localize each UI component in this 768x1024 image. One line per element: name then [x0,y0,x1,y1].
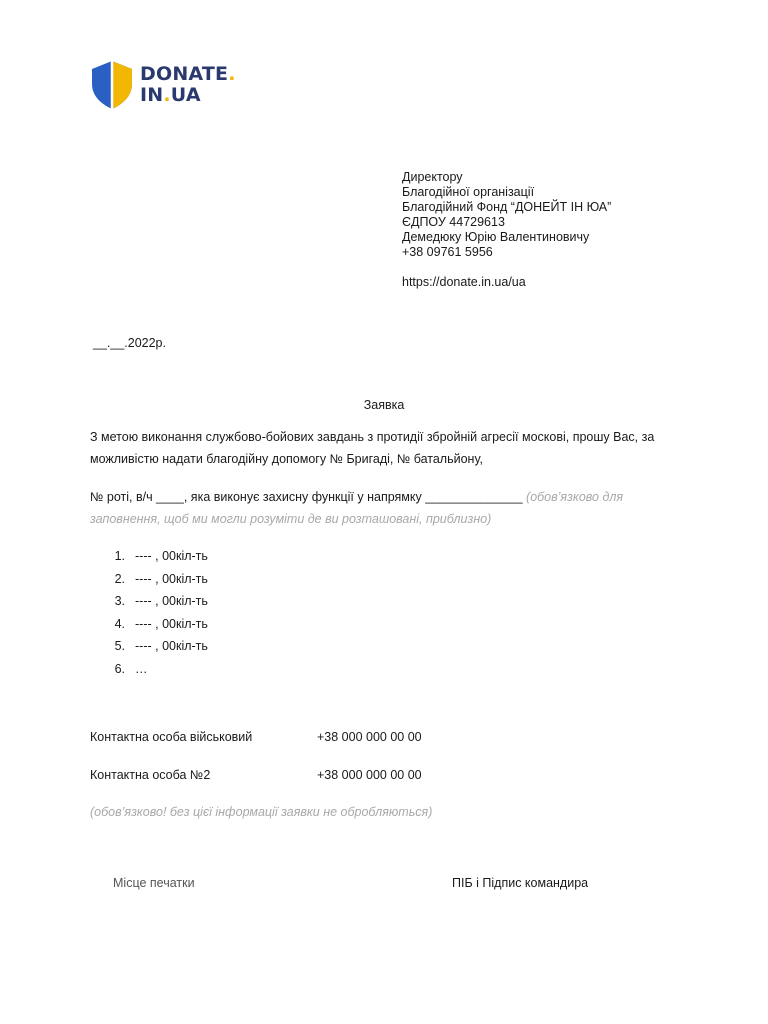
list-item [90,658,208,681]
unit-text: № роті, в/ч ____, яка виконує захисну функції у напрямку ______________ [90,490,527,504]
seal-placeholder: Місце печатки [113,876,195,890]
contact-row-second [90,768,422,782]
list-item [90,545,208,568]
list-item-text: ---- , 00кіл-ть [135,616,208,631]
donate-logo [90,60,236,110]
list-item-number: 1. [114,549,125,563]
required-note: (обов’язково! без цієї інформації заявки не обробляються) [90,805,433,819]
addressee-line: Благодійної організації [402,185,535,199]
list-item-number: 6. [114,661,125,676]
list-item-number: 2. [114,571,125,586]
addressee-line: Демедюку Юрію Валентиновичу [402,230,590,244]
request-paragraph: З метою виконання службово-бойових завдань з протидії збройній агресії москові, прошу Вас, за можливістю надати благодійну допомогу № Бригаді, № батальйону, [90,430,655,466]
list-item-text: ---- , 00кіл-ть [135,571,208,586]
contact-label: Контактна особа військовий [90,730,253,744]
document-title: Заявка [363,398,405,412]
shield-icon [90,60,134,110]
list-item [90,613,208,636]
signature-label: ПІБ і Підпис командира [452,876,589,890]
contact-phone: +38 000 000 00 00 [317,730,422,744]
list-item [90,568,208,591]
addressee-block [402,170,611,290]
list-item [90,590,208,613]
unit-hint: (обов’язково для заповнення, щоб ми могли розуміти де ви розташовані, приблизно) [90,490,624,526]
contact-label: Контактна особа №2 [90,768,211,782]
list-item-text: ---- , 00кіл-ть [135,549,208,563]
items-list [90,545,208,680]
list-item-number: 4. [114,616,125,631]
contact-phone: +38 000 000 00 00 [317,768,422,782]
list-item [90,635,208,658]
logo-wordmark: DONATE. IN.UA [140,63,236,106]
list-item-text: ---- , 00кіл-ть [135,639,208,653]
list-item-number: 5. [114,639,125,653]
unit-paragraph [90,486,690,530]
addressee-phone: +38 09761 5956 [402,245,493,259]
list-item-number: 3. [114,594,125,608]
list-item-text: ---- , 00кіл-ть [135,594,208,608]
list-item-text: … [135,661,148,676]
addressee-line: ЄДПОУ 44729613 [402,215,505,229]
addressee-line: Благодійний Фонд “ДОНЕЙТ ІН ЮА” [402,200,612,214]
addressee-url[interactable]: https://donate.in.ua/ua [402,275,526,289]
addressee-line: Директору [402,170,463,184]
contact-row-military [90,730,422,744]
date-field: __.__.2022р. [93,336,166,350]
